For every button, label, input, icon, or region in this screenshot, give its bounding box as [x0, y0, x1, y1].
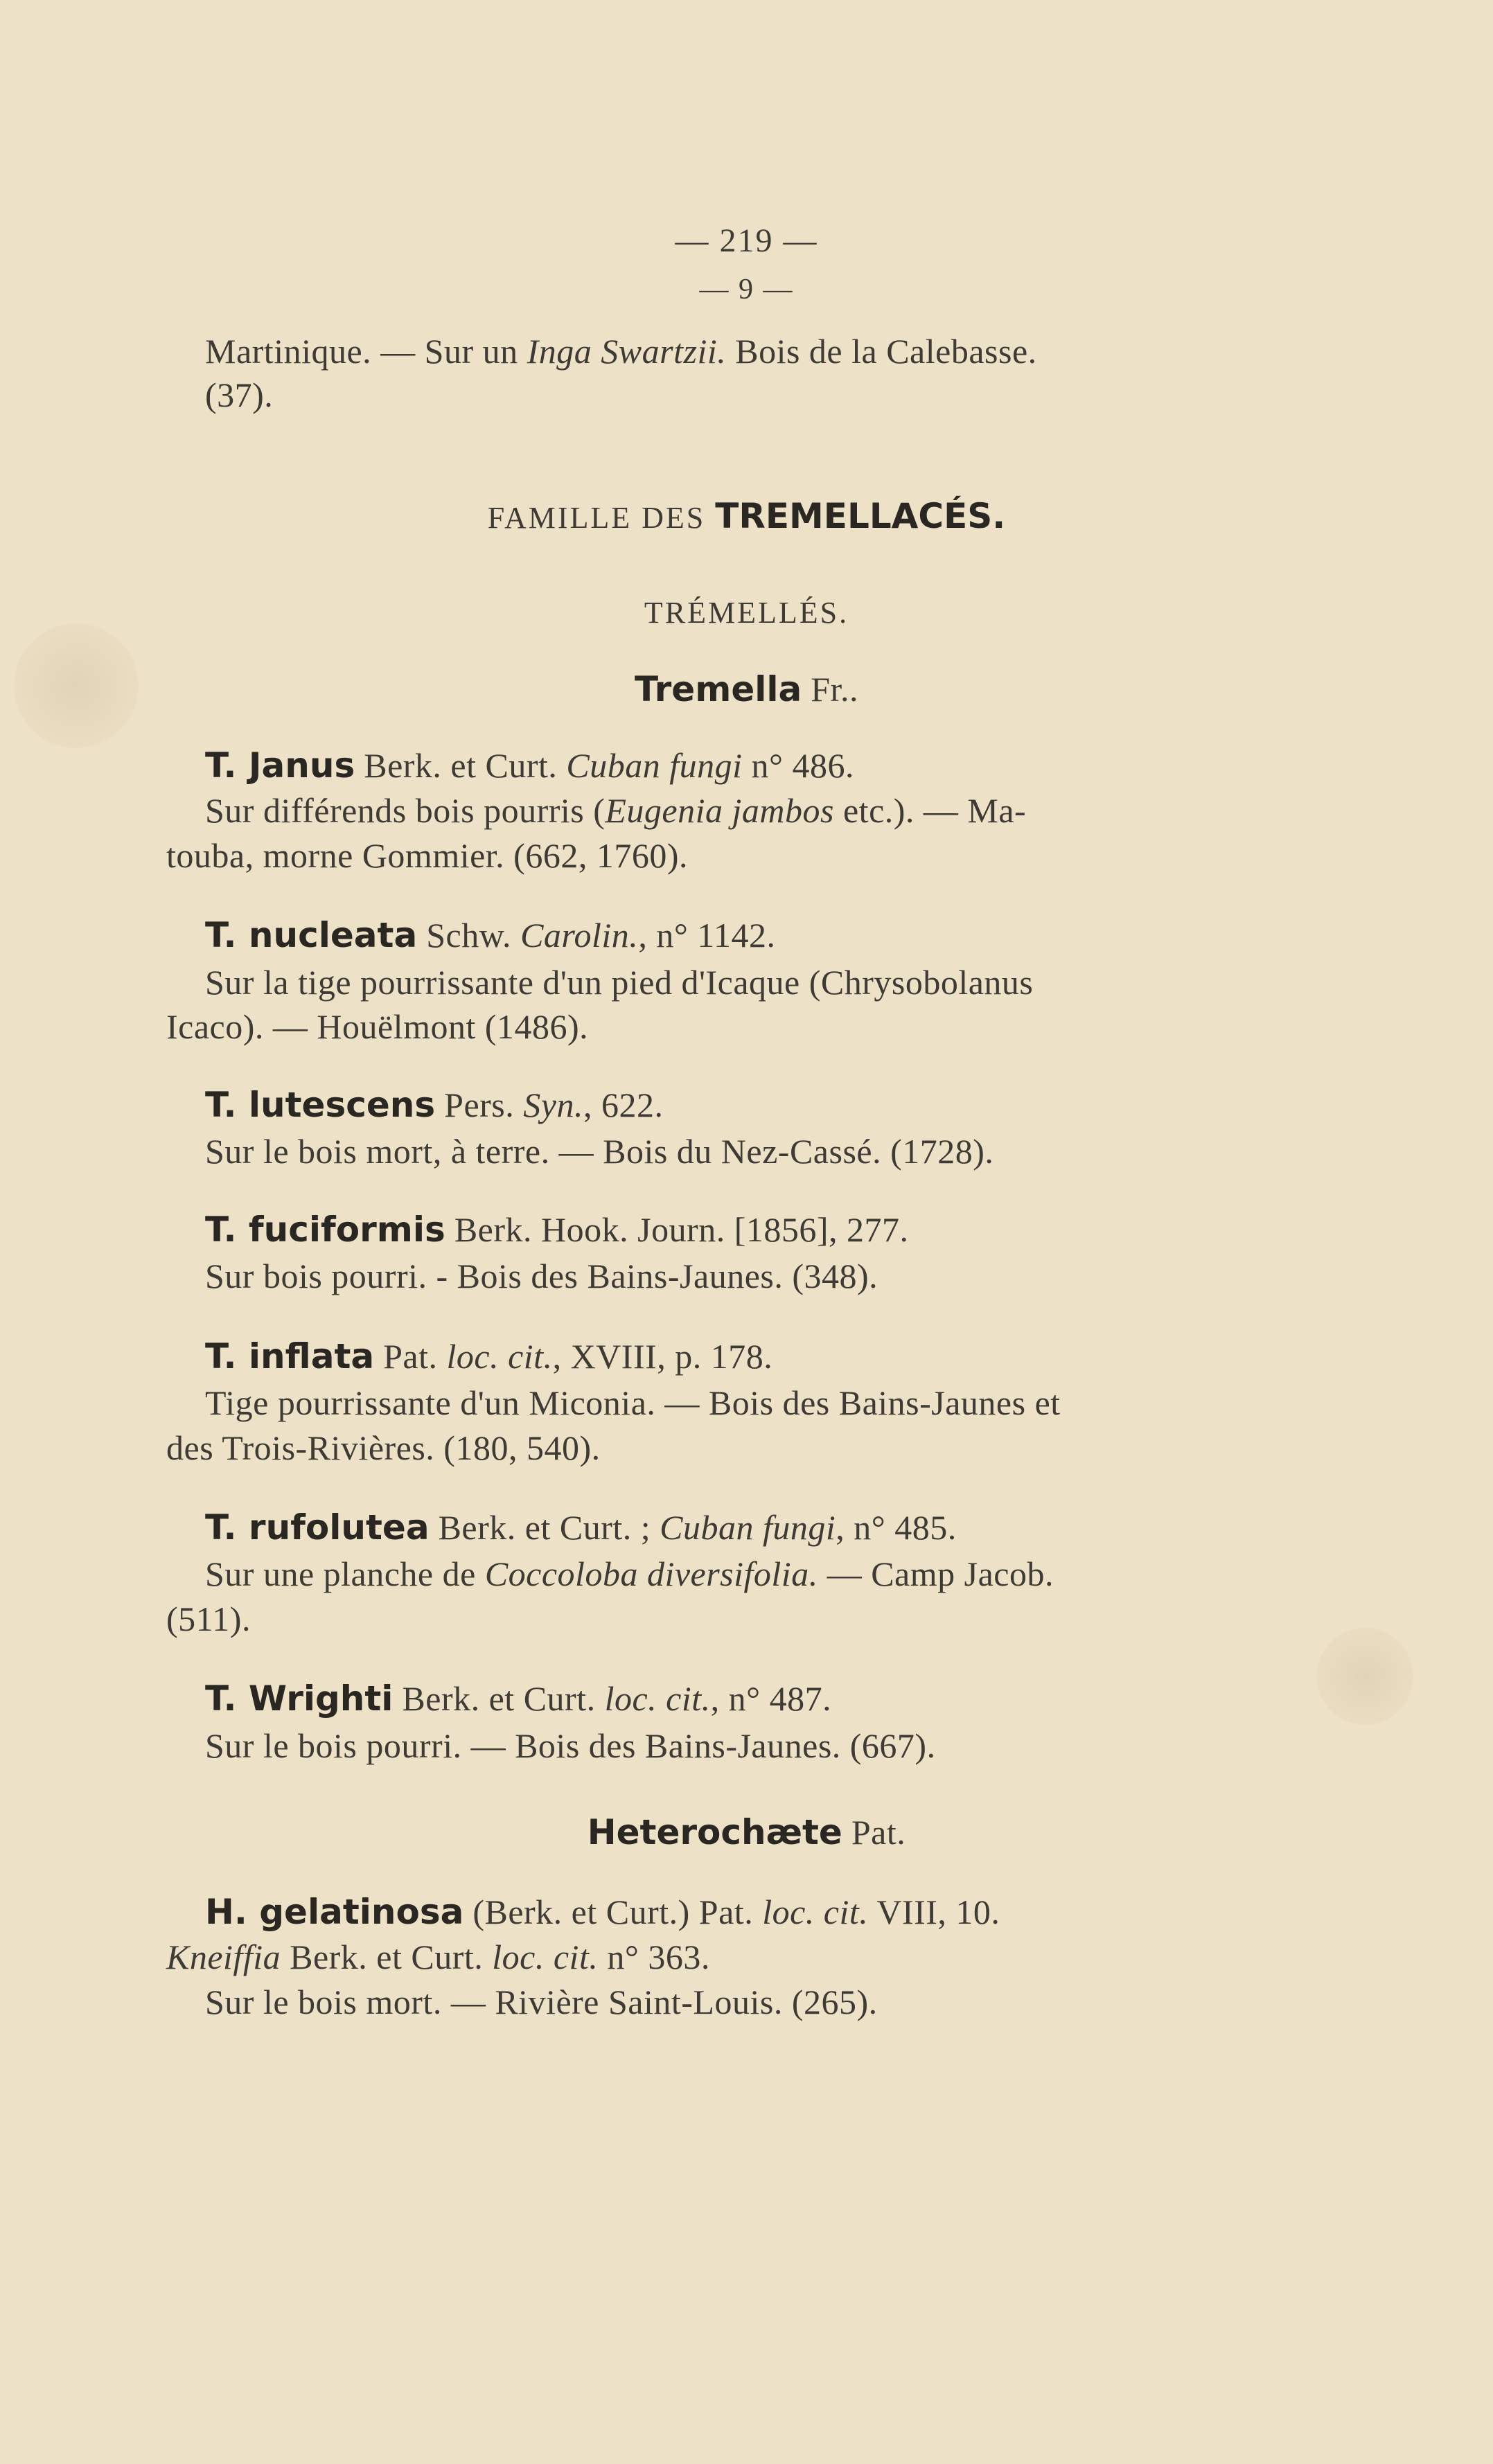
species-text-nucleata-2: Icaco). — Houëlmont (1486).: [166, 1007, 589, 1046]
species-title-janus: T. Janus Berk. et Curt. Cuban fungi n° 486.: [205, 745, 855, 786]
species-title-wrighti: T. Wrighti Berk. et Curt. loc. cit., n° 487.: [205, 1678, 832, 1719]
species-title-rufolutea: T. rufolutea Berk. et Curt. ; Cuban fungi, n° 485.: [205, 1507, 957, 1548]
species-title-lutescens: T. lutescens Pers. Syn., 622.: [205, 1085, 664, 1125]
species-text-rufolutea-1: Sur une planche de Coccoloba diversifolia. — Camp Jacob.: [205, 1554, 1054, 1593]
page-number: — 219 —: [675, 222, 818, 259]
species-text-wrighti-1: Sur le bois pourri. — Bois des Bains-Jaunes. (667).: [205, 1726, 936, 1765]
species-text-janus-1: Sur différends bois pourris (Eugenia jambos etc.). — Ma-: [205, 791, 1027, 830]
tribe-heading: TRÉMELLÉS.: [644, 596, 849, 630]
species-title-fuciformis: T. fuciformis Berk. Hook. Journ. [1856], 277.: [205, 1209, 909, 1250]
species-title-inflata: T. inflata Pat. loc. cit., XVIII, p. 178.: [205, 1336, 773, 1376]
species-text-rufolutea-2: (511).: [166, 1599, 251, 1638]
paper-stain: [1316, 1628, 1413, 1725]
intro-line-2: (37).: [205, 375, 274, 414]
section-number: — 9 —: [699, 274, 794, 305]
species-text-inflata-2: des Trois-Rivières. (180, 540).: [166, 1428, 601, 1467]
species-text-fuciformis-1: Sur bois pourri. - Bois des Bains-Jaunes. (348).: [205, 1257, 878, 1295]
species-title-gelatinosa: H. gelatinosa (Berk. et Curt.) Pat. loc. cit. VIII, 10.: [205, 1892, 1000, 1932]
species-text-gelatinosa-2: Sur le bois mort. — Rivière Saint-Louis. (265).: [205, 1983, 878, 2021]
genus-heading-tremella: Tremella Fr..: [635, 669, 858, 709]
species-text-inflata-1: Tige pourrissante d'un Miconia. — Bois des Bains-Jaunes et: [205, 1383, 1061, 1422]
species-text-janus-2: touba, morne Gommier. (662, 1760).: [166, 836, 688, 875]
species-text-nucleata-1: Sur la tige pourrissante d'un pied d'Icaque (Chrysobolanus: [205, 963, 1034, 1002]
species-text-lutescens-1: Sur le bois mort, à terre. — Bois du Nez-Cassé. (1728).: [205, 1132, 994, 1171]
family-heading: FAMILLE DES TREMELLACÉS.: [487, 496, 1006, 536]
intro-line-1: Martinique. — Sur un Inga Swartzii. Bois de la Calebasse.: [205, 332, 1037, 371]
species-text-gelatinosa-1: Kneiffia Berk. et Curt. loc. cit. n° 363.: [166, 1938, 710, 1976]
species-title-nucleata: T. nucleata Schw. Carolin., n° 1142.: [205, 915, 776, 955]
genus-heading-heterochaete: Heterochæte Pat.: [587, 1812, 906, 1852]
